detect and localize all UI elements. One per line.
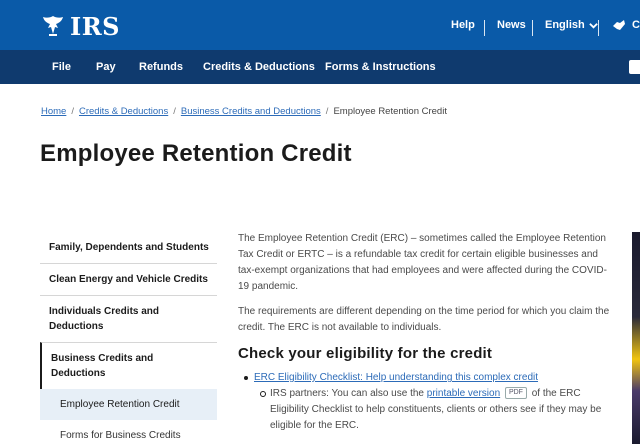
intro-paragraph: The Employee Retention Credit (ERC) – sometimes called the Employee Retention Tax Credit or ERTC – is a refundable tax credit for certain eligible businesses and tax-exempt organizations that had employees and were affected during the COVID-19 pandemic. [238, 233, 607, 292]
requirements-paragraph: The requirements are different depending on the time period for which you claim the credit. The ERC is not available to individuals. [238, 306, 610, 333]
sidebar-subitem-employee-retention[interactable]: Employee Retention Credit [40, 389, 217, 420]
news-link[interactable]: News [497, 19, 526, 31]
sub-list [254, 386, 613, 434]
list-item [270, 386, 613, 434]
breadcrumb-credits-deductions[interactable]: Credits & Deductions [78, 106, 169, 117]
utility-bar [0, 0, 640, 50]
main-navigation [0, 50, 640, 84]
nav-pay[interactable]: Pay [96, 61, 116, 73]
main-content [238, 231, 613, 434]
breadcrumb-separator: / [71, 106, 74, 117]
erc-checklist-link[interactable]: ERC Eligibility Checklist: Help understanding this complex credit [254, 372, 539, 383]
sidebar-item-clean-energy[interactable]: Clean Energy and Vehicle Credits [40, 263, 217, 295]
breadcrumb-business-credits[interactable]: Business Credits and Deductions [180, 106, 321, 117]
utility-divider [532, 20, 533, 36]
charities-label: C [632, 19, 640, 31]
sidebar-item-business[interactable]: Business Credits and Deductions [40, 342, 217, 389]
charities-link[interactable] [612, 0, 640, 50]
language-label: English [545, 19, 585, 31]
sidebar-nav [40, 232, 217, 444]
utility-divider [484, 20, 485, 36]
irs-logo[interactable] [40, 12, 120, 40]
utility-divider [598, 20, 599, 36]
eligibility-heading: Check your eligibility for the credit [238, 345, 493, 362]
nav-refunds[interactable]: Refunds [139, 61, 183, 73]
sidebar-item-family-dependents[interactable]: Family, Dependents and Students [49, 242, 209, 253]
breadcrumb-current: Employee Retention Credit [333, 106, 447, 117]
printable-version-link[interactable]: printable version [426, 388, 501, 399]
language-selector[interactable] [545, 0, 598, 50]
breadcrumb-separator: / [173, 106, 176, 117]
breadcrumb-separator: / [325, 106, 329, 117]
help-link[interactable]: Help [451, 19, 475, 31]
eligibility-list [238, 370, 613, 434]
nav-file[interactable]: File [52, 61, 71, 73]
nav-credits-deductions[interactable]: Credits & Deductions [203, 61, 315, 73]
pdf-badge: PDF [505, 387, 527, 399]
handshake-icon [612, 18, 626, 32]
partners-text-prefix: IRS partners: You can also use the [270, 388, 427, 399]
sidebar-item-individuals[interactable]: Individuals Credits and Deductions [40, 295, 217, 342]
search-input[interactable] [629, 60, 640, 74]
nav-forms-instructions[interactable]: Forms & Instructions [325, 61, 436, 73]
partners-text-suffix: of the ERC Eligibility Checklist to help constituents, clients or others see if they may be eligible for the ERC. [270, 388, 602, 431]
promo-image[interactable] [632, 232, 640, 444]
page-title: Employee Retention Credit [40, 140, 352, 167]
logo-text: IRS [70, 11, 121, 41]
chevron-down-icon [589, 21, 598, 30]
breadcrumb [41, 106, 447, 117]
sidebar-subitem-forms-business[interactable]: Forms for Business Credits [60, 430, 181, 441]
list-item [254, 370, 613, 434]
breadcrumb-home[interactable]: Home [41, 106, 67, 117]
eagle-icon [40, 14, 66, 38]
